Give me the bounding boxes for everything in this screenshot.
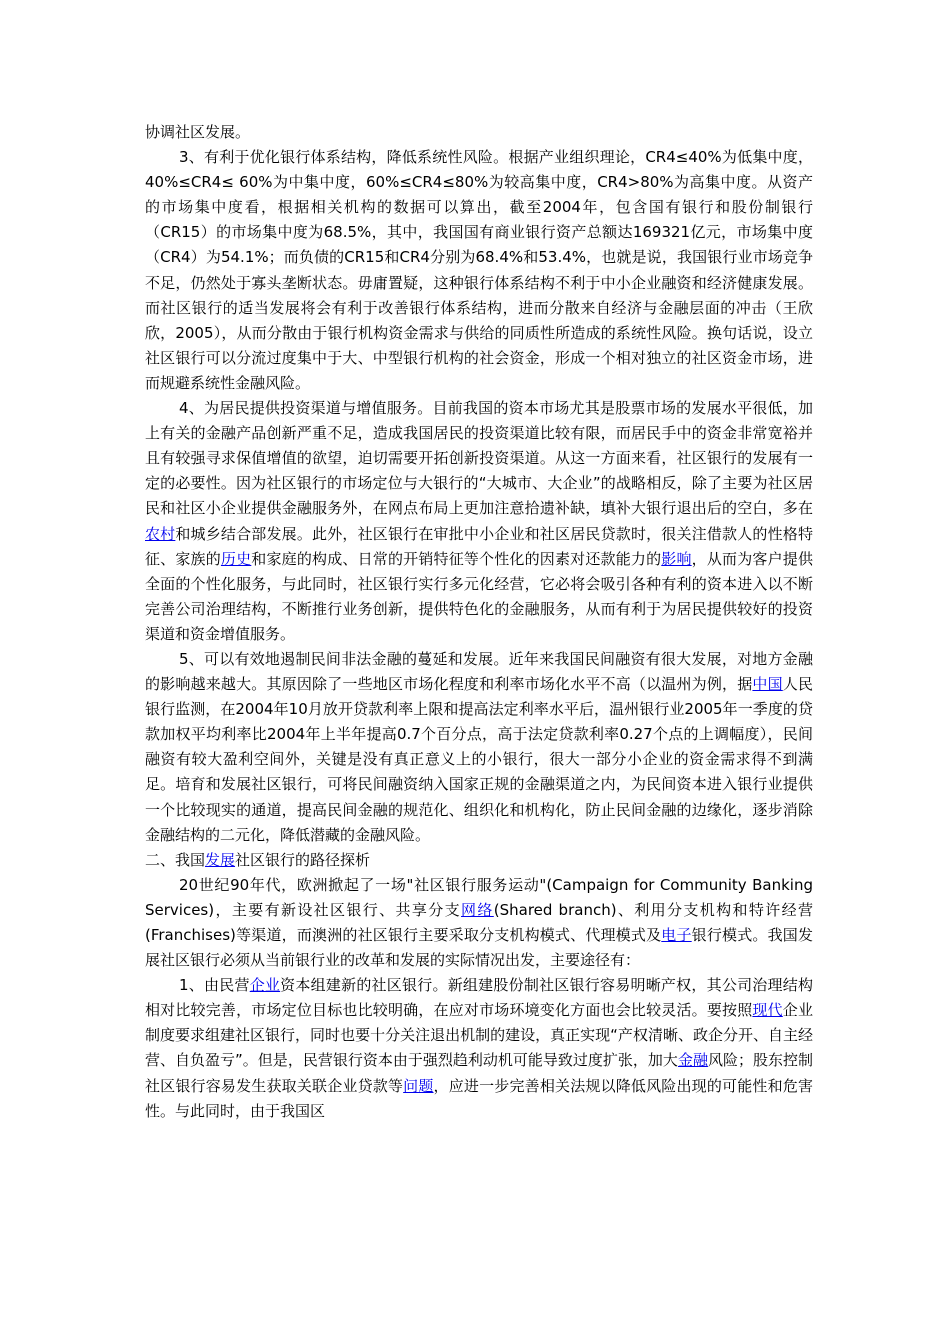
inline-link[interactable]: 问题 xyxy=(403,1076,434,1095)
paragraph-text: 企业制度要求组建社区银行，同时也要十分关注退出机制的建设，真正实现“产权清晰、政企分开、自主经营、自负盈亏”。但是，民营银行资本由于强烈趋利动机可能导致过度扩张，加大 xyxy=(145,1001,813,1070)
inline-link[interactable]: 影响 xyxy=(661,549,692,568)
paragraph xyxy=(145,647,813,848)
paragraph-text: 20世纪90年代，欧洲掀起了一场"社区银行服务运动"(Campaign for Community Banking Services)，主要有新设社区银行、共享分支 xyxy=(145,875,813,919)
paragraph-text: 和城乡结合部发展。此外，社区银行在审批中小企业和社区居民贷款时，很关注借款人的性格特征、家族的 xyxy=(145,524,813,568)
paragraph-text: 和家庭的构成、日常的开销特征等个性化的因素对还款能力的 xyxy=(251,549,662,568)
paragraph-text: 4、为居民提供投资渠道与增值服务。目前我国的资本市场尤其是股票市场的发展水平很低，加上有关的金融产品创新严重不足，造成我国居民的投资渠道比较有限，而居民手中的资金非常宽裕并且有较强寻求保值增值的欲望，迫切需要开拓创新投资渠道。从这一方面来看，社区银行的发展有一定的必要性。因为社区银行的市场定位与大银行的“大城市、大企业”的战略相反，除了主要为社区居民和社区小企业提供金融服务外，在网点布局上更加注意拾遗补缺，填补大银行退出后的空白，多在 xyxy=(145,399,813,518)
paragraph-text: 社区银行的路径探析 xyxy=(235,850,371,869)
inline-link[interactable]: 电子 xyxy=(661,926,692,944)
paragraph-text: 风险；股东控制社区银行容易发生获取关联企业贷款等 xyxy=(145,1051,813,1095)
paragraph-text: 协调社区发展。 xyxy=(145,123,251,141)
paragraph-text: 银行模式。我国发展社区银行必须从当前银行业的改革和发展的实际情况出发，主要途径有： xyxy=(145,926,813,970)
document-page xyxy=(145,120,813,1124)
paragraph xyxy=(145,396,813,647)
paragraph-text: ，从而为客户提供全面的个性化服务，与此同时，社区银行实行多元化经营，它必将会吸引各种有利的资本进入以不断完善公司治理结构，不断推行业务创新，提供特色化的金融服务，从而有利于为居民提供较好的投资渠道和资金增值服务。 xyxy=(145,549,813,643)
paragraph-text: 3、有利于优化银行体系结构，降低系统性风险。根据产业组织理论，CR4≤40%为低集中度，40%≤CR4≤ 60%为中集中度，60%≤CR4≤80%为较高集中度，CR4>80%为高集中度。从资产的市场集中度看，根据相关机构的数据可以算出，截至2004年，包含国有银行和股份制银行（CR15）的市场集中度为68.5%，其中，我国国有商业银行资产总额达169321亿元，市场集中度（CR4）为54.1%；而负债的CR15和CR4分别为68.4%和53.4%，也就是说，我国银行业市场竞争不足，仍然处于寡头垄断状态。毋庸置疑，这种银行体系结构不利于中小企业融资和经济健康发展。而社区银行的适当发展将会有利于改善银行体系结构，进而分散来自经济与金融层面的冲击（王欣欣，2005），从而分散由于银行机构资金需求与供给的同质性所造成的系统性风险。换句话说，设立社区银行可以分流过度集中于大、中型银行机构的社会资金，形成一个相对独立的社区资金市场，进而规避系统性金融风险。 xyxy=(145,148,813,392)
paragraph-text: 二、我国 xyxy=(145,850,206,869)
paragraph-text: (Shared branch)、利用分支机构和特许经营(Franchises)等渠道，而澳洲的社区银行主要采取分支机构模式、代理模式及 xyxy=(145,900,813,944)
inline-link[interactable]: 历史 xyxy=(220,549,252,568)
paragraph xyxy=(145,145,813,396)
inline-link[interactable]: 现代 xyxy=(752,1001,783,1020)
inline-link[interactable]: 企业 xyxy=(249,976,281,995)
paragraph-text: 资本组建新的社区银行。新组建股份制社区银行容易明晰产权，其公司治理结构相对比较完善，市场定位目标也比较明确，在应对市场环境变化方面也会比较灵活。要按照 xyxy=(145,976,813,1020)
inline-link[interactable]: 金融 xyxy=(677,1051,708,1070)
paragraph-text: 人民银行监测，在2004年10月放开贷款利率上限和提高法定利率水平后，温州银行业2005年一季度的贷款加权平均利率比2004年上半年提高0.7个百分点，高于法定贷款利率0.27个点的上调幅度），民间融资有较大盈利空间外，关键是没有真正意义上的小银行，很大一部分小企业的资金需求得不到满足。培育和发展社区银行，可将民间融资纳入国家正规的金融渠道之内，为民间资本进入银行业提供一个比较现实的通道，提高民间金融的规范化、组织化和机构化，防止民间金融的边缘化，逐步消除金融结构的二元化，降低潜藏的金融风险。 xyxy=(145,675,813,844)
paragraph-text: 5、可以有效地遏制民间非法金融的蔓延和发展。近年来我国民间融资有很大发展，对地方金融的影响越来越大。其原因除了一些地区市场化程度和利率市场化水平不高（以温州为例，据 xyxy=(145,649,813,694)
inline-link[interactable]: 中国 xyxy=(752,675,783,694)
section-heading xyxy=(145,848,813,873)
paragraph xyxy=(145,973,813,1124)
inline-link[interactable]: 发展 xyxy=(205,850,236,869)
paragraph xyxy=(145,120,813,145)
paragraph-text: 1、由民营 xyxy=(179,976,250,995)
paragraph xyxy=(145,873,813,973)
paragraph-text: ，应进一步完善相关法规以降低风险出现的可能性和危害性。与此同时，由于我国区 xyxy=(145,1076,813,1120)
inline-link[interactable]: 网络 xyxy=(461,900,494,919)
inline-link[interactable]: 农村 xyxy=(145,524,176,543)
